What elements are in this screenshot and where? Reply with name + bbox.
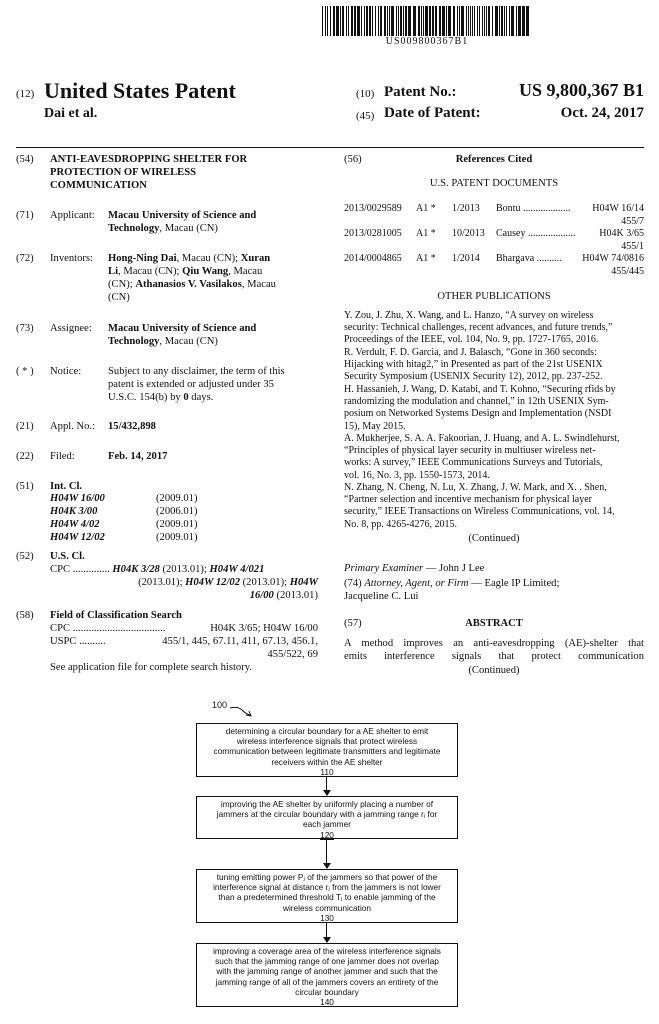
code-notice: ( * ) [16,366,34,377]
field-search-value: CPC ................................... H04K 3/65; H04W 16/00 USPC .......... 455/1, 445, 67.11, 411, 67.13, 456.1, 455/522, 69 See application file for complete search history. [50,623,318,673]
patent-number: US 9,800,367 B1 [518,80,644,100]
inventors-label: Inventors: [50,253,93,264]
figure-ref-arrow [228,702,254,720]
us-patent-docs-title: U.S. PATENT DOCUMENTS [429,178,559,189]
code-56: (56) [344,154,362,165]
inventor-short: Dai et al. [44,106,98,121]
code-58: (58) [16,610,34,621]
code-45: (45) [356,110,375,122]
code-51: (51) [16,481,34,492]
int-cl-label: Int. Cl. [50,481,83,492]
flow-arrow [326,839,327,868]
flow-arrow [326,923,327,942]
publication: R. Verdult, F. D. Garcia, and J. Balasch, “Gone in 360 seconds: Hijacking with hitag2,” in Presented as part of the 21st USENIX Security Symposium (USENIX Security 12), 2012, pp. 237-252. [344,347,603,383]
patent-date: Oct. 24, 2017 [560,105,644,121]
code-12: (12) [16,88,35,100]
invention-title: ANTI-EAVESDROPPING SHELTER FOR PROTECTION OF WIRELESS COMMUNICATION [50,154,248,191]
publication: H. Hassanieh, J. Wang, D. Katabi, and T. Kohno, “Securing rfids by randomizing the modulation and channel,” in 12th USENIX Sym- posium on Networked Systems Design and Implementation (NSDI 15), May 2015. [344,384,616,432]
int-cl-row: H04W 4/02 (2009.01) [50,519,198,530]
flow-step-140: improving a coverage area of the wireless interference signals such that the jamming range of one jammer does not overlap with the jamming range of another jammer and such that the jamming range of all of the jammers covers an entirety of the circular boundary 140 [196,943,458,1007]
filed-value: Feb. 14, 2017 [108,451,168,462]
int-cl-row: H04W 12/02 (2009.01) [50,532,198,543]
code-54: (54) [16,154,34,165]
us-cl-value: CPC .............. H04K 3/28 (2013.01); H04W 4/021 (2013.01); H04W 12/02 (2013.01); H04W 16/00 (2013.01) [50,564,318,601]
abstract-title: ABSTRACT [465,618,523,629]
code-10: (10) [356,88,375,100]
step-label: 110 [320,766,334,777]
applicant-value: Macau University of Science and Technology, Macau (CN) [108,210,257,234]
field-search-label: Field of Classification Search [50,610,182,621]
reference-row: 2013/0029589 A1 * 1/2013 Bontu ................... H04W 16/14 455/7 [344,203,644,227]
publication: N. Zhang, N. Cheng, N. Lu, X. Zhang, J. W. Mark, and X. . Shen, “Partner selection and incentive mechanism for physical layer security,” IEEE Transactions on Wireless Communications, vol. 14, No. 8, pp. 4265-4276, 2015. [344,482,615,530]
code-73: (73) [16,323,34,334]
step-label: 120 [320,829,334,840]
appl-no-label: Appl. No.: [50,421,96,432]
continued-abstract: (Continued) [468,665,520,676]
code-22: (22) [16,451,34,462]
code-72: (72) [16,253,34,264]
attorney-name: Jacqueline C. Lui [344,591,419,602]
flow-step-110: determining a circular boundary for a AE shelter to emit wireless interference signals that protect wireless communication between legitimate transmitters and legitimate receivers within the AE shelter 110 [196,723,458,777]
barcode [322,6,532,36]
assignee-label: Assignee: [50,323,92,334]
continued-refs: (Continued) [468,533,520,544]
step-label: 140 [320,997,334,1008]
flow-step-120: improving the AE shelter by uniformly placing a number of jammers at the circular boundary with a jamming range rⱼ for each jammer 120 [196,796,458,839]
barcode-number: US009800367B1 [385,36,469,47]
primary-examiner: Primary Examiner — John J Lee [344,563,485,574]
patent-no-label: Patent No.: [384,84,457,100]
attorney: (74) Attorney, Agent, or Firm — Eagle IP Limited; [344,578,560,589]
code-21: (21) [16,421,34,432]
notice-label: Notice: [50,366,82,377]
code-71: (71) [16,210,34,221]
flow-arrow [326,777,327,795]
header-rule [16,147,644,148]
assignee-value: Macau University of Science and Technology, Macau (CN) [108,323,257,347]
notice-text: Subject to any disclaimer, the term of this patent is extended or adjusted under 35 U.S.C. 154(b) by 0 days. [108,366,285,403]
code-52: (52) [16,551,34,562]
figure-ref-number: 100 [212,700,228,710]
abstract-line: A method improves an anti-eavesdropping (AE)-shelter that [344,638,644,649]
filed-label: Filed: [50,451,75,462]
inventors-value: Hong-Ning Dai, Macau (CN); Xuran Li, Macau (CN); Qiu Wang, Macau (CN); Athanasios V. Vasilakos, Macau (CN) [108,253,276,303]
int-cl-row: H04W 16/00 (2009.01) [50,493,198,504]
int-cl-row: H04K 3/00 (2006.01) [50,506,198,517]
references-title: References Cited [455,154,533,165]
publication: Y. Zou, J. Zhu, X. Wang, and L. Hanzo, “A survey on wireless security: Technical challenges, recent advances, and future trends,” Proceedings of the IEEE, vol. 104, No. 9, pp. 1727-1765, 2016. [344,310,613,346]
date-label: Date of Patent: [384,105,481,121]
abstract-line: emits interference signals that protect communication [344,651,644,662]
appl-no-value: 15/432,898 [108,421,156,432]
reference-row: 2013/0281005 A1 * 10/2013 Causey ................... H04K 3/65 455/1 [344,228,644,252]
patent-title: United States Patent [44,78,236,103]
flow-step-130: tuning emitting power Pⱼ of the jammers so that power of the interference signal at distance rⱼ from the jammers is not lower than a predetermined threshold Tⱼ to enable jamming of the wireless communication 130 [196,869,458,923]
reference-row: 2014/0004865 A1 * 1/2014 Bhargava .......... H04W 74/0816 455/445 [344,253,644,277]
step-label: 130 [320,912,334,923]
code-57: (57) [344,618,362,629]
other-publications-title: OTHER PUBLICATIONS [437,291,551,302]
us-cl-label: U.S. Cl. [50,551,85,562]
applicant-label: Applicant: [50,210,95,221]
publication: A. Mukherjee, S. A. A. Fakoorian, J. Huang, and A. L. Swindlehurst, “Principles of physical layer security in multiuser wireless net- works: A survey,” IEEE Communications Surveys and Tutorials, vol. 16, No. 3, pp. 1550-1573, 2014. [344,433,620,481]
